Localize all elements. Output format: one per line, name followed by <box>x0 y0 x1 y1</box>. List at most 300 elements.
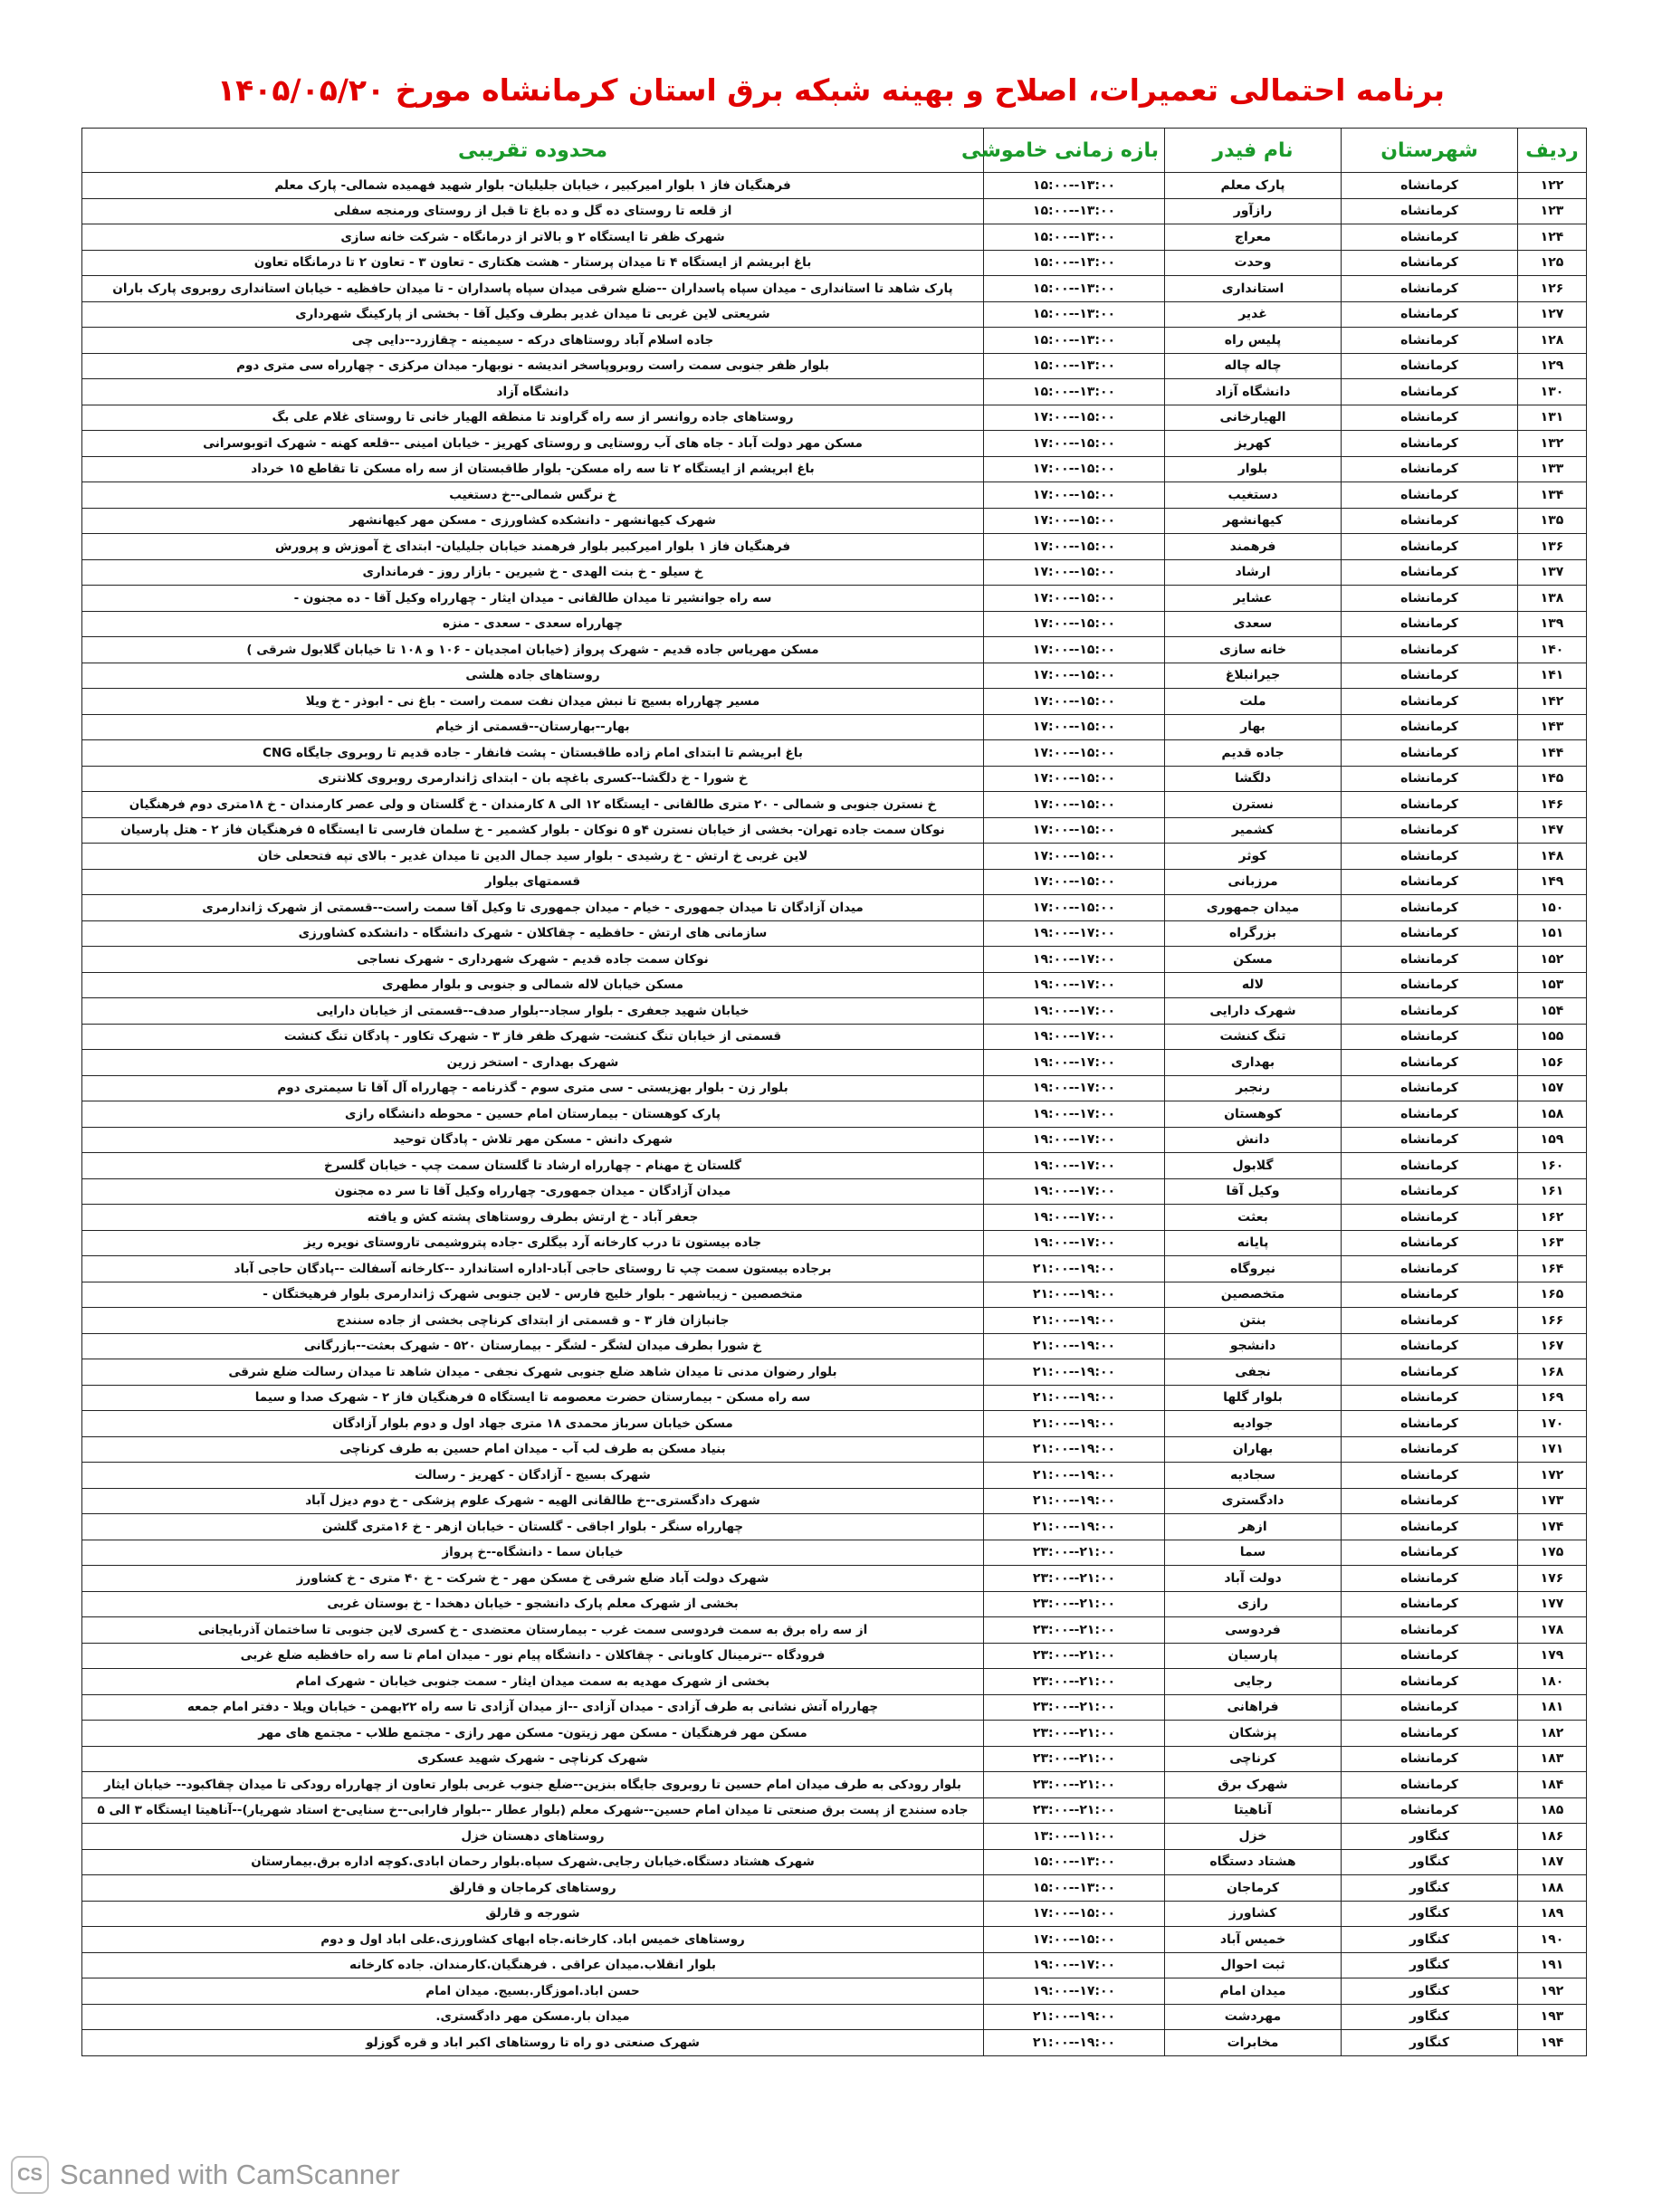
city: کرمانشاه <box>1342 1282 1518 1308</box>
area-description: میدان آزادگان - میدان جمهوری- چهارراه وکیل آقا تا سر ده مجنون <box>82 1178 984 1205</box>
row-number: ۱۸۹ <box>1518 1901 1587 1927</box>
table-row <box>82 1075 1587 1101</box>
time-window: ۱۵:۰۰--۱۷:۰۰ <box>984 482 1165 509</box>
city: کرمانشاه <box>1342 1514 1518 1540</box>
area-description: گلستان خ مهنام - چهارراه ارشاد تا گلستان سمت چپ - خیابان گلسرخ <box>82 1153 984 1179</box>
table-row <box>82 1694 1587 1721</box>
row-number: ۱۷۱ <box>1518 1436 1587 1463</box>
time-window: ۱۵:۰۰--۱۷:۰۰ <box>984 559 1165 586</box>
table-row <box>82 1050 1587 1076</box>
time-window: ۱۵:۰۰--۱۷:۰۰ <box>984 534 1165 560</box>
area-description: جاده بیستون تا درب کارخانه آرد بیگلری -جاده پتروشیمی تاروستای نویره ریز <box>82 1230 984 1256</box>
time-window: ۱۵:۰۰--۱۷:۰۰ <box>984 508 1165 534</box>
time-window: ۱۷:۰۰--۱۹:۰۰ <box>984 920 1165 947</box>
table-row <box>82 1875 1587 1902</box>
area-description: جاده سنندج از پست برق صنعتی تا میدان امام حسین--شهرک معلم (بلوار عطار --بلوار فارابی--خ سنایی-خ استاد شهریار)--آناهیتا ایستگاه ۳ الی ۵ <box>82 1797 984 1824</box>
row-number: ۱۶۷ <box>1518 1333 1587 1359</box>
feeder-name: میدان امام <box>1165 1978 1342 2005</box>
feeder-name: چاله چاله <box>1165 353 1342 379</box>
area-description: مسکن مهر فرهنگیان - مسکن مهر زیتون- مسکن مهر رازی - مجتمع طلاب - مجتمع های مهر <box>82 1721 984 1747</box>
table-row <box>82 1411 1587 1437</box>
feeder-name: بنتن <box>1165 1308 1342 1334</box>
header-time-window: بازه زمانی خاموشی <box>984 129 1165 173</box>
row-number: ۱۳۰ <box>1518 379 1587 405</box>
city: کرمانشاه <box>1342 1230 1518 1256</box>
city: کرمانشاه <box>1342 844 1518 870</box>
table-row <box>82 353 1587 379</box>
city: کرمانشاه <box>1342 1333 1518 1359</box>
table-row <box>82 1746 1587 1772</box>
city: کرمانشاه <box>1342 1024 1518 1050</box>
time-window: ۱۷:۰۰--۱۹:۰۰ <box>984 1024 1165 1050</box>
row-number: ۱۶۲ <box>1518 1205 1587 1231</box>
city: کرمانشاه <box>1342 173 1518 199</box>
table-row <box>82 1849 1587 1875</box>
row-number: ۱۳۵ <box>1518 508 1587 534</box>
row-number: ۱۶۹ <box>1518 1385 1587 1411</box>
area-description: چهارراه سنگر - بلوار اجاقی - گلستان - خیابان ازهر - خ ۱۶متری گلشن <box>82 1514 984 1540</box>
city: کرمانشاه <box>1342 1721 1518 1747</box>
area-description: قسمتهای بیلوار <box>82 869 984 895</box>
time-window: ۱۳:۰۰--۱۵:۰۰ <box>984 301 1165 328</box>
table-row <box>82 844 1587 870</box>
table-row <box>82 250 1587 276</box>
feeder-name: دستغیب <box>1165 482 1342 509</box>
table-row <box>82 1617 1587 1644</box>
city: کرمانشاه <box>1342 998 1518 1025</box>
city: کرمانشاه <box>1342 817 1518 844</box>
time-window: ۱۷:۰۰--۱۹:۰۰ <box>984 1178 1165 1205</box>
time-window: ۱۳:۰۰--۱۵:۰۰ <box>984 1849 1165 1875</box>
table-row <box>82 1797 1587 1824</box>
row-number: ۱۳۱ <box>1518 405 1587 431</box>
time-window: ۲۱:۰۰--۲۳:۰۰ <box>984 1746 1165 1772</box>
city: کرمانشاه <box>1342 1669 1518 1695</box>
table-row <box>82 1205 1587 1231</box>
area-description: فرهنگیان فاز ۱ بلوار امیرکبیر بلوار فرهمند خیابان جلیلیان- ابتدای خ آموزش و پرورش <box>82 534 984 560</box>
table-row <box>82 1772 1587 1798</box>
area-description: لاین غربی خ ارتش - خ رشیدی - بلوار سید جمال الدین تا میدان غدیر - بالای تپه فتحعلی خان <box>82 844 984 870</box>
feeder-name: دانش <box>1165 1127 1342 1153</box>
table-row <box>82 1952 1587 1978</box>
row-number: ۱۹۰ <box>1518 1927 1587 1953</box>
table-row <box>82 947 1587 973</box>
city: کرمانشاه <box>1342 714 1518 740</box>
feeder-name: عشایر <box>1165 586 1342 612</box>
row-number: ۱۴۴ <box>1518 740 1587 767</box>
area-description: روستاهای دهستان خزل <box>82 1824 984 1850</box>
table-row <box>82 1127 1587 1153</box>
city: کرمانشاه <box>1342 456 1518 482</box>
city: کرمانشاه <box>1342 869 1518 895</box>
feeder-name: مهردشت <box>1165 2004 1342 2030</box>
area-description: جعفر آباد - خ ارتش بطرف روستاهای پشته کش و یافته <box>82 1205 984 1231</box>
row-number: ۱۵۵ <box>1518 1024 1587 1050</box>
table-row <box>82 895 1587 921</box>
time-window: ۱۵:۰۰--۱۷:۰۰ <box>984 869 1165 895</box>
feeder-name: پارک معلم <box>1165 173 1342 199</box>
feeder-name: متخصصین <box>1165 1282 1342 1308</box>
area-description: شهرک ظفر تا ایستگاه ۲ و بالاتر از درمانگاه - شرکت خانه سازی <box>82 224 984 251</box>
city: کرمانشاه <box>1342 508 1518 534</box>
table-row <box>82 1101 1587 1128</box>
time-window: ۱۳:۰۰--۱۵:۰۰ <box>984 379 1165 405</box>
area-description: خ نرگس شمالی--خ دستغیب <box>82 482 984 509</box>
table-row <box>82 1178 1587 1205</box>
area-description: شورجه و قارلق <box>82 1901 984 1927</box>
area-description: متخصصین - زیباشهر - بلوار خلیج فارس - لاین جنوبی شهرک ژاندارمری بلوار فرهیختگان - <box>82 1282 984 1308</box>
area-description: جاده اسلام آباد روستاهای درکه - سیمینه - چقازرد--دایی چی <box>82 328 984 354</box>
area-description: شریعتی لاین غربی تا میدان غدیر بطرف وکیل آقا - بخشی از پارکینگ شهرداری <box>82 301 984 328</box>
document-title: برنامه احتمالی تعمیرات، اصلاح و بهینه شبکه برق استان کرمانشاه مورخ ۱۴۰۵/۰۵/۲۰ <box>216 72 1446 108</box>
city: کنگاور <box>1342 2030 1518 2056</box>
area-description: شهرک صنعتی دو راه تا روستاهای اکبر اباد و قره گوزلو <box>82 2030 984 2056</box>
time-window: ۱۷:۰۰--۱۹:۰۰ <box>984 1127 1165 1153</box>
time-window: ۲۱:۰۰--۲۳:۰۰ <box>984 1797 1165 1824</box>
area-description: روستاهای کرماجان و قارلق <box>82 1875 984 1902</box>
row-number: ۱۴۱ <box>1518 663 1587 689</box>
time-window: ۲۱:۰۰--۲۳:۰۰ <box>984 1721 1165 1747</box>
outage-schedule-table <box>81 128 1587 2056</box>
feeder-name: خمیس آباد <box>1165 1927 1342 1953</box>
area-description: بلوار رودکی به طرف میدان امام حسین تا روبروی جایگاه بنزین--ضلع جنوب غربی بلوار تعاون از چهارراه رودکی تا میدان چقاکبود-- خیابان ایثار <box>82 1772 984 1798</box>
time-window: ۱۱:۰۰--۱۳:۰۰ <box>984 1824 1165 1850</box>
table-row <box>82 1333 1587 1359</box>
camscanner-logo-icon: CS <box>11 2156 49 2194</box>
table-row <box>82 766 1587 792</box>
feeder-name: پایانه <box>1165 1230 1342 1256</box>
area-description: خ نسترن جنوبی و شمالی - ۲۰ متری طالقانی - ایستگاه ۱۲ الی ۸ کارمندان - خ گلستان و ولی عصر کارمندان - خ ۱۸متری دوم فرهنگیان <box>82 792 984 818</box>
feeder-name: بلوار <box>1165 456 1342 482</box>
area-description: سه راه مسکن - بیمارستان حضرت معصومه تا ایستگاه ۵ فرهنگیان فاز ۲ - شهرک صدا و سیما <box>82 1385 984 1411</box>
row-number: ۱۶۸ <box>1518 1359 1587 1386</box>
city: کرمانشاه <box>1342 1591 1518 1617</box>
city: کنگاور <box>1342 1978 1518 2005</box>
row-number: ۱۵۹ <box>1518 1127 1587 1153</box>
feeder-name: پارسیان <box>1165 1643 1342 1669</box>
time-window: ۱۵:۰۰--۱۷:۰۰ <box>984 586 1165 612</box>
city: کرمانشاه <box>1342 482 1518 509</box>
table-row <box>82 2004 1587 2030</box>
time-window: ۱۹:۰۰--۲۱:۰۰ <box>984 1308 1165 1334</box>
header-feeder: نام فیدر <box>1165 129 1342 173</box>
city: کرمانشاه <box>1342 1359 1518 1386</box>
feeder-name: سما <box>1165 1540 1342 1566</box>
city: کرمانشاه <box>1342 1436 1518 1463</box>
watermark-text: Scanned with CamScanner <box>60 2159 400 2190</box>
table-row <box>82 198 1587 224</box>
time-window: ۲۱:۰۰--۲۳:۰۰ <box>984 1643 1165 1669</box>
city: کنگاور <box>1342 1952 1518 1978</box>
area-description: مسکن خیابان سرباز محمدی ۱۸ متری جهاد اول و دوم بلوار آزادگان <box>82 1411 984 1437</box>
time-window: ۱۳:۰۰--۱۵:۰۰ <box>984 328 1165 354</box>
feeder-name: دلگشا <box>1165 766 1342 792</box>
feeder-name: تنگ کنشت <box>1165 1024 1342 1050</box>
table-row <box>82 1024 1587 1050</box>
row-number: ۱۵۱ <box>1518 920 1587 947</box>
time-window: ۱۵:۰۰--۱۷:۰۰ <box>984 766 1165 792</box>
feeder-name: بهداری <box>1165 1050 1342 1076</box>
area-description: جانبازان فاز ۳ - و قسمتی از ابتدای کرناچی بخشی از جاده سنندج <box>82 1308 984 1334</box>
area-description: بخشی از شهرک معلم پارک دانشجو - خیابان دهخدا - خ بوستان غربی <box>82 1591 984 1617</box>
row-number: ۱۸۷ <box>1518 1849 1587 1875</box>
table-row <box>82 1978 1587 2005</box>
time-window: ۱۵:۰۰--۱۷:۰۰ <box>984 637 1165 663</box>
city: کرمانشاه <box>1342 1075 1518 1101</box>
time-window: ۱۷:۰۰--۱۹:۰۰ <box>984 972 1165 998</box>
time-window: ۲۱:۰۰--۲۳:۰۰ <box>984 1772 1165 1798</box>
feeder-name: فرهمند <box>1165 534 1342 560</box>
area-description: باغ ابریشم از ایستگاه ۴ تا میدان پرستار - هشت هکتاری - تعاون ۳ - تعاون ۲ تا درمانگاه تعاون <box>82 250 984 276</box>
time-window: ۱۳:۰۰--۱۵:۰۰ <box>984 198 1165 224</box>
feeder-name: وحدت <box>1165 250 1342 276</box>
feeder-name: مسکن <box>1165 947 1342 973</box>
time-window: ۱۵:۰۰--۱۷:۰۰ <box>984 431 1165 457</box>
city: کرمانشاه <box>1342 1127 1518 1153</box>
city: کرمانشاه <box>1342 740 1518 767</box>
table-row <box>82 689 1587 715</box>
row-number: ۱۹۳ <box>1518 2004 1587 2030</box>
table-row <box>82 482 1587 509</box>
area-description: شهرک هشتاد دستگاه.خیابان رجایی.شهرک سپاه.بلوار رحمان ابادی.کوچه اداره برق.بیمارستان <box>82 1849 984 1875</box>
city: کرمانشاه <box>1342 379 1518 405</box>
row-number: ۱۵۴ <box>1518 998 1587 1025</box>
row-number: ۱۴۰ <box>1518 637 1587 663</box>
city: کرمانشاه <box>1342 1643 1518 1669</box>
city: کرمانشاه <box>1342 1772 1518 1798</box>
city: کرمانشاه <box>1342 920 1518 947</box>
table-header-row <box>82 129 1587 173</box>
feeder-name: پزشکان <box>1165 1721 1342 1747</box>
feeder-name: ملت <box>1165 689 1342 715</box>
table-row <box>82 379 1587 405</box>
table-row <box>82 1359 1587 1386</box>
time-window: ۱۵:۰۰--۱۷:۰۰ <box>984 844 1165 870</box>
time-window: ۱۹:۰۰--۲۱:۰۰ <box>984 1488 1165 1514</box>
row-number: ۱۵۰ <box>1518 895 1587 921</box>
row-number: ۱۷۸ <box>1518 1617 1587 1644</box>
city: کنگاور <box>1342 1824 1518 1850</box>
table-row <box>82 869 1587 895</box>
row-number: ۱۸۵ <box>1518 1797 1587 1824</box>
table-row <box>82 173 1587 199</box>
table-row <box>82 1282 1587 1308</box>
city: کرمانشاه <box>1342 637 1518 663</box>
table-row <box>82 1463 1587 1489</box>
time-window: ۱۵:۰۰--۱۷:۰۰ <box>984 456 1165 482</box>
area-description: باغ ابریشم از ایستگاه ۲ تا سه راه مسکن- بلوار طاقبستان از سه راه مسکن تا تقاطع ۱۵ خرداد <box>82 456 984 482</box>
time-window: ۲۱:۰۰--۲۳:۰۰ <box>984 1694 1165 1721</box>
time-window: ۲۱:۰۰--۲۳:۰۰ <box>984 1617 1165 1644</box>
area-description: بهار--بهارستان--قسمتی از خیام <box>82 714 984 740</box>
area-description: بلوار ظفر جنوبی سمت راست روبروپاسخر اندیشه - نوبهار- میدان مرکزی - چهارراه سی متری دوم <box>82 353 984 379</box>
header-row-number: ردیف <box>1518 129 1587 173</box>
city: کرمانشاه <box>1342 586 1518 612</box>
row-number: ۱۲۲ <box>1518 173 1587 199</box>
feeder-name: بعثت <box>1165 1205 1342 1231</box>
time-window: ۱۵:۰۰--۱۷:۰۰ <box>984 1927 1165 1953</box>
feeder-name: لاله <box>1165 972 1342 998</box>
row-number: ۱۹۱ <box>1518 1952 1587 1978</box>
area-description: مسکن خیابان لاله شمالی و جنوبی و بلوار مطهری <box>82 972 984 998</box>
time-window: ۱۳:۰۰--۱۵:۰۰ <box>984 173 1165 199</box>
feeder-name: ازهر <box>1165 1514 1342 1540</box>
time-window: ۱۹:۰۰--۲۱:۰۰ <box>984 1514 1165 1540</box>
table-row <box>82 1540 1587 1566</box>
row-number: ۱۹۴ <box>1518 2030 1587 2056</box>
area-description: باغ ابریشم تا ابتدای امام زاده طاقبستان - پشت فانفار - جاده قدیم تا روبروی جایگاه CNG <box>82 740 984 767</box>
row-number: ۱۳۸ <box>1518 586 1587 612</box>
row-number: ۱۸۴ <box>1518 1772 1587 1798</box>
area-description: چهارراه آتش نشانی به طرف آزادی - میدان آزادی --از میدان آزادی تا سه راه ۲۲بهمن - خیابان ویلا - دفتر امام جمعه <box>82 1694 984 1721</box>
camscanner-watermark <box>11 2154 400 2196</box>
city: کرمانشاه <box>1342 663 1518 689</box>
time-window: ۱۹:۰۰--۲۱:۰۰ <box>984 1359 1165 1386</box>
area-description: بخشی از شهرک مهدیه به سمت میدان ایثار - سمت جنوبی خیابان - شهرک امام <box>82 1669 984 1695</box>
row-number: ۱۷۵ <box>1518 1540 1587 1566</box>
area-description: بلوار زن - بلوار بهزیستی - سی متری سوم - گذرنامه - چهارراه آل آقا تا سیمتری دوم <box>82 1075 984 1101</box>
city: کرمانشاه <box>1342 1205 1518 1231</box>
row-number: ۱۳۶ <box>1518 534 1587 560</box>
row-number: ۱۲۵ <box>1518 250 1587 276</box>
city: کرمانشاه <box>1342 972 1518 998</box>
feeder-name: معراج <box>1165 224 1342 251</box>
feeder-name: رازآور <box>1165 198 1342 224</box>
table-row <box>82 792 1587 818</box>
time-window: ۱۷:۰۰--۱۹:۰۰ <box>984 1205 1165 1231</box>
time-window: ۱۹:۰۰--۲۱:۰۰ <box>984 1282 1165 1308</box>
table-row <box>82 920 1587 947</box>
time-window: ۱۷:۰۰--۱۹:۰۰ <box>984 998 1165 1025</box>
row-number: ۱۴۹ <box>1518 869 1587 895</box>
feeder-name: سجادیه <box>1165 1463 1342 1489</box>
table-row <box>82 508 1587 534</box>
city: کرمانشاه <box>1342 1256 1518 1282</box>
area-description: قسمتی از خیابان تنگ کنشت- شهرک ظفر فاز ۳ - شهرک تکاور - پادگان تنگ کنشت <box>82 1024 984 1050</box>
table-row <box>82 1488 1587 1514</box>
area-description: شهرک دادگستری--خ طالقانی الهیه - شهرک علوم پزشکی - خ دوم دیزل آباد <box>82 1488 984 1514</box>
city: کرمانشاه <box>1342 250 1518 276</box>
table-row <box>82 1230 1587 1256</box>
area-description: مسکن مهر دولت آباد - جاه های آب روستایی و روستای کهریز - خیابان امینی --قلعه کهنه - شهرک اتوبوسرانی <box>82 431 984 457</box>
city: کرمانشاه <box>1342 431 1518 457</box>
city: کرمانشاه <box>1342 1411 1518 1437</box>
city: کرمانشاه <box>1342 559 1518 586</box>
area-description: شهرک کرناچی - شهرک شهید عسکری <box>82 1746 984 1772</box>
city: کرمانشاه <box>1342 1178 1518 1205</box>
feeder-name: نسترن <box>1165 792 1342 818</box>
table-row <box>82 998 1587 1025</box>
city: کرمانشاه <box>1342 1797 1518 1824</box>
city: کرمانشاه <box>1342 611 1518 637</box>
city: کرمانشاه <box>1342 895 1518 921</box>
feeder-name: غدیر <box>1165 301 1342 328</box>
feeder-name: فراهانی <box>1165 1694 1342 1721</box>
city: کرمانشاه <box>1342 1694 1518 1721</box>
row-number: ۱۷۳ <box>1518 1488 1587 1514</box>
header-city: شهرستان <box>1342 129 1518 173</box>
row-number: ۱۳۹ <box>1518 611 1587 637</box>
table-row <box>82 611 1587 637</box>
time-window: ۱۹:۰۰--۲۱:۰۰ <box>984 1256 1165 1282</box>
feeder-name: الهیارخانی <box>1165 405 1342 431</box>
area-description: خیابان سما - دانشگاه--خ پرواز <box>82 1540 984 1566</box>
time-window: ۱۵:۰۰--۱۷:۰۰ <box>984 792 1165 818</box>
area-description: از قلعه تا روستای ده گل و ده باغ تا قبل از روستای ورمنجه سفلی <box>82 198 984 224</box>
area-description: خیابان شهید جعفری - بلوار سجاد--بلوار صدف--قسمتی از خیابان دارایی <box>82 998 984 1025</box>
row-number: ۱۴۳ <box>1518 714 1587 740</box>
row-number: ۱۴۵ <box>1518 766 1587 792</box>
area-description: بلوار انقلاب.میدان عراقی . فرهنگیان.کارمندان. جاده کارخانه <box>82 1952 984 1978</box>
area-description: از سه راه برق به سمت فردوسی سمت غرب - بیمارستان معتضدی - خ کسری لاین جنوبی تا ساختمان آذربایجانی <box>82 1617 984 1644</box>
table-row <box>82 276 1587 302</box>
city: کنگاور <box>1342 1849 1518 1875</box>
city: کرمانشاه <box>1342 353 1518 379</box>
row-number: ۱۲۷ <box>1518 301 1587 328</box>
row-number: ۱۷۲ <box>1518 1463 1587 1489</box>
area-description: سه راه جوانشیر تا میدان طالقانی - میدان ایثار - چهارراه وکیل آقا - ده مجنون - <box>82 586 984 612</box>
row-number: ۱۴۸ <box>1518 844 1587 870</box>
feeder-name: خزل <box>1165 1824 1342 1850</box>
feeder-name: میدان جمهوری <box>1165 895 1342 921</box>
feeder-name: گلابول <box>1165 1153 1342 1179</box>
area-description: خ سیلو - خ بنت الهدی - خ شیرین - بازار روز - فرمانداری <box>82 559 984 586</box>
time-window: ۱۷:۰۰--۱۹:۰۰ <box>984 1050 1165 1076</box>
time-window: ۱۵:۰۰--۱۷:۰۰ <box>984 740 1165 767</box>
header-area: محدوده تقریبی <box>82 129 984 173</box>
table-row <box>82 1927 1587 1953</box>
time-window: ۱۷:۰۰--۱۹:۰۰ <box>984 1075 1165 1101</box>
row-number: ۱۸۱ <box>1518 1694 1587 1721</box>
time-window: ۲۱:۰۰--۲۳:۰۰ <box>984 1591 1165 1617</box>
time-window: ۲۱:۰۰--۲۳:۰۰ <box>984 1669 1165 1695</box>
table-row <box>82 2030 1587 2056</box>
table-row <box>82 1643 1587 1669</box>
area-description: فرهنگیان فاز ۱ بلوار امیرکبیر ، خیابان جلیلیان- بلوار شهید فهمیده شمالی- پارک معلم <box>82 173 984 199</box>
time-window: ۱۵:۰۰--۱۷:۰۰ <box>984 1901 1165 1927</box>
area-description: شهرک کیهانشهر - دانشکده کشاورزی - مسکن مهر کیهانشهر <box>82 508 984 534</box>
feeder-name: سعدی <box>1165 611 1342 637</box>
table-body <box>82 173 1587 2056</box>
table-row <box>82 559 1587 586</box>
feeder-name: بهار <box>1165 714 1342 740</box>
city: کرمانشاه <box>1342 1050 1518 1076</box>
row-number: ۱۶۱ <box>1518 1178 1587 1205</box>
table-row <box>82 714 1587 740</box>
city: کرمانشاه <box>1342 1385 1518 1411</box>
row-number: ۱۸۰ <box>1518 1669 1587 1695</box>
area-description: سازمانی های ارتش - حافظیه - چقاکلان - شهرک دانشگاه - دانشکده کشاورزی <box>82 920 984 947</box>
table-row <box>82 456 1587 482</box>
table-row <box>82 328 1587 354</box>
feeder-name: کرناچی <box>1165 1746 1342 1772</box>
row-number: ۱۵۶ <box>1518 1050 1587 1076</box>
feeder-name: نجفی <box>1165 1359 1342 1386</box>
row-number: ۱۷۰ <box>1518 1411 1587 1437</box>
city: کرمانشاه <box>1342 1488 1518 1514</box>
table-row <box>82 1308 1587 1334</box>
row-number: ۱۴۷ <box>1518 817 1587 844</box>
table-row <box>82 1256 1587 1282</box>
city: کنگاور <box>1342 2004 1518 2030</box>
time-window: ۱۹:۰۰--۲۱:۰۰ <box>984 2030 1165 2056</box>
table-row <box>82 1566 1587 1592</box>
feeder-name: فردوسی <box>1165 1617 1342 1644</box>
table-row <box>82 534 1587 560</box>
table-row <box>82 1436 1587 1463</box>
table-row <box>82 1385 1587 1411</box>
row-number: ۱۲۶ <box>1518 276 1587 302</box>
